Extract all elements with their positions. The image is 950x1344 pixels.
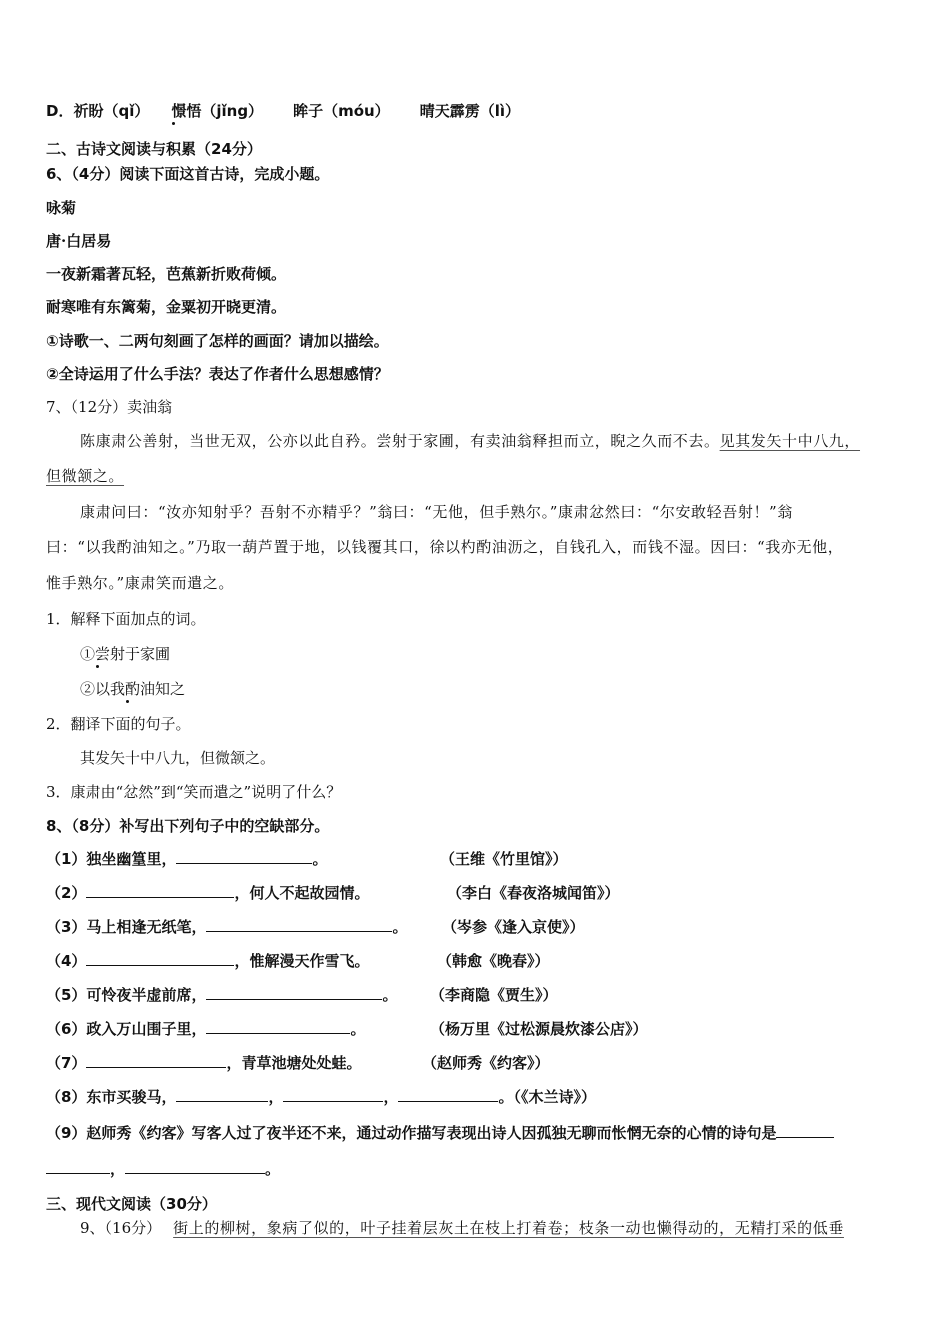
q8-item-8-blank-2[interactable] <box>283 1087 383 1102</box>
q8-item-8-blank-3[interactable] <box>398 1087 498 1102</box>
section-2-heading: 二、古诗文阅读与积累（24分） <box>46 140 262 158</box>
q7-para-1-line-2 <box>46 466 124 486</box>
q8-item-5 <box>46 985 397 1005</box>
q6-subquestion-2: ②全诗运用了什么手法？表达了作者什么思想感情？ <box>46 365 389 383</box>
q8-item-9-text: （9）赵师秀《约客》写客人过了夜半还不来，通过动作描写表现出诗人因孤独无聊而怅惘无奈的心情的诗句是 <box>46 1124 777 1142</box>
q7-para-2-line-3: 惟手熟尔。”康肃笑而遣之。 <box>46 574 234 592</box>
q7-sub-1a-marker: ① <box>80 645 96 663</box>
q8-item-6-blank[interactable] <box>206 1019 350 1034</box>
q8-item-7-source: （赵师秀《约客》） <box>422 1054 550 1072</box>
q7-prompt: 7、（12分）卖油翁 <box>46 398 173 416</box>
q7-sub-1a <box>80 644 170 664</box>
q7-para-2-line-1: 康肃问曰：“汝亦知射乎？吾射不亦精乎？”翁曰：“无他，但手熟尔。”康肃忿然曰：“尔安敢轻吾射！”翁 <box>80 503 793 521</box>
q8-item-5-end: 。 <box>382 986 398 1004</box>
q7-sub-1b-marker: ②以我 <box>80 680 126 698</box>
q8-item-1-source: （王维《竹里馆》） <box>440 850 568 868</box>
q8-item-9-blank-2[interactable] <box>46 1159 110 1174</box>
option-d-word1: D．祈盼（qǐ） <box>46 102 150 120</box>
q8-item-5-source: （李商隐《贾生》） <box>430 986 558 1004</box>
q8-item-4-blank[interactable] <box>86 951 234 966</box>
q8-item-6 <box>46 1019 365 1039</box>
q7-sub-1b-text: 油知之 <box>140 680 186 698</box>
q8-item-7-num: （7） <box>46 1054 87 1072</box>
option-d-dotted-char: 憬 <box>171 102 187 120</box>
q7-para-1-line-1 <box>80 431 860 451</box>
q6-prompt: 6、（4分）阅读下面这首古诗，完成小题。 <box>46 165 330 183</box>
q8-item-1-text: （1）独坐幽篁里， <box>46 850 177 868</box>
q7-sub-1: 1．解释下面加点的词。 <box>46 610 206 628</box>
q7-sub-1b <box>80 679 185 699</box>
q8-item-9-blank-3[interactable] <box>125 1159 265 1174</box>
poem-title: 咏菊 <box>46 199 77 217</box>
q8-item-2 <box>46 883 369 903</box>
q8-item-9-line-2 <box>46 1159 280 1179</box>
q8-item-8-source: 。（《木兰诗》） <box>498 1088 596 1106</box>
q8-item-2-text: ，何人不起故园情。 <box>234 884 370 902</box>
option-d-word3: 眸子（móu） <box>293 102 390 120</box>
q8-item-4-num: （4） <box>46 952 87 970</box>
q7-sub-2: 2．翻译下面的句子。 <box>46 715 191 733</box>
q8-item-8-sep-1: ， <box>268 1088 284 1106</box>
q8-item-6-end: 。 <box>350 1020 366 1038</box>
q8-item-9-end: 。 <box>265 1160 281 1178</box>
q8-item-1 <box>46 849 327 869</box>
q8-item-9-sep: ， <box>110 1160 126 1178</box>
q8-item-3-end: 。 <box>392 918 408 936</box>
q9-line <box>80 1218 844 1238</box>
option-d-word4: 晴天霹雳（lì） <box>419 102 520 120</box>
poem-line-2: 耐寒唯有东篱菊，金粟初开晓更清。 <box>46 298 287 316</box>
poem-line-1: 一夜新霜著瓦轻，芭蕉新折败荷倾。 <box>46 265 287 283</box>
q7-underlined-sentence-2: 但微颔之。 <box>46 467 125 485</box>
q8-item-7-blank[interactable] <box>86 1053 226 1068</box>
q8-item-2-blank[interactable] <box>86 883 234 898</box>
section-3-heading: 三、现代文阅读（30分） <box>46 1195 217 1213</box>
q9-prompt: 9、（16分） <box>80 1219 162 1237</box>
q7-sub-2a: 其发矢十中八九，但微颔之。 <box>80 749 276 767</box>
q8-item-9-line-1 <box>46 1123 834 1143</box>
q8-item-3-source: （岑参《逢入京使》） <box>442 918 585 936</box>
q8-item-2-source: （李白《春夜洛城闻笛》） <box>447 884 620 902</box>
q8-item-8 <box>46 1087 596 1107</box>
q8-item-2-num: （2） <box>46 884 87 902</box>
q8-item-9-blank-1[interactable] <box>776 1123 834 1138</box>
q8-item-1-blank[interactable] <box>176 849 312 864</box>
q8-item-6-text: （6）政入万山围子里， <box>46 1020 207 1038</box>
q8-item-8-text: （8）东市买骏马， <box>46 1088 177 1106</box>
q8-item-5-blank[interactable] <box>206 985 382 1000</box>
q7-para-1-text: 陈康肃公善射，当世无双，公亦以此自矜。尝射于家圃，有卖油翁释担而立，睨之久而不去。 <box>80 432 720 450</box>
q8-prompt: 8、（8分）补写出下列句子中的空缺部分。 <box>46 817 330 835</box>
q8-item-1-end: 。 <box>312 850 328 868</box>
q8-item-8-blank-1[interactable] <box>176 1087 268 1102</box>
q7-sub-1a-text: 射于家圃 <box>110 645 171 663</box>
q8-item-7-text: ，青草池塘处处蛙。 <box>226 1054 362 1072</box>
q8-item-6-source: （杨万里《过松源晨炊漆公店》） <box>430 1020 648 1038</box>
q8-item-7 <box>46 1053 361 1073</box>
q8-item-5-text: （5）可怜夜半虚前席， <box>46 986 207 1004</box>
q7-dotted-word-1: 尝 <box>95 645 111 663</box>
q8-item-3-text: （3）马上相逢无纸笔， <box>46 918 207 936</box>
q8-item-3 <box>46 917 407 937</box>
q7-para-2-line-2: 曰：“以我酌油知之。”乃取一葫芦置于地，以钱覆其口，徐以杓酌油沥之，自钱孔入，而钱不湿。因曰：“我亦无他， <box>46 538 844 556</box>
option-d-line <box>46 101 520 121</box>
q9-underlined-text: 街上的柳树，象病了似的，叶子挂着层灰土在枝上打着卷；枝条一动也懒得动的，无精打采的低垂 <box>173 1219 844 1237</box>
option-d-word2: 悟（jǐng） <box>186 102 264 120</box>
q7-dotted-word-2: 酌 <box>125 680 141 698</box>
q7-sub-3: 3．康肃由“忿然”到“笑而遣之”说明了什么？ <box>46 783 342 801</box>
poem-author: 唐·白居易 <box>46 232 112 250</box>
q6-subquestion-1: ①诗歌一、二两句刻画了怎样的画面？请加以描绘。 <box>46 332 389 350</box>
q8-item-4-text: ，惟解漫天作雪飞。 <box>234 952 370 970</box>
q8-item-4-source: （韩愈《晚春》） <box>437 952 550 970</box>
q8-item-3-blank[interactable] <box>206 917 392 932</box>
q8-item-8-sep-2: ， <box>383 1088 399 1106</box>
q7-underlined-sentence-1: 见其发矢十中八九， <box>719 432 861 450</box>
q8-item-4 <box>46 951 369 971</box>
